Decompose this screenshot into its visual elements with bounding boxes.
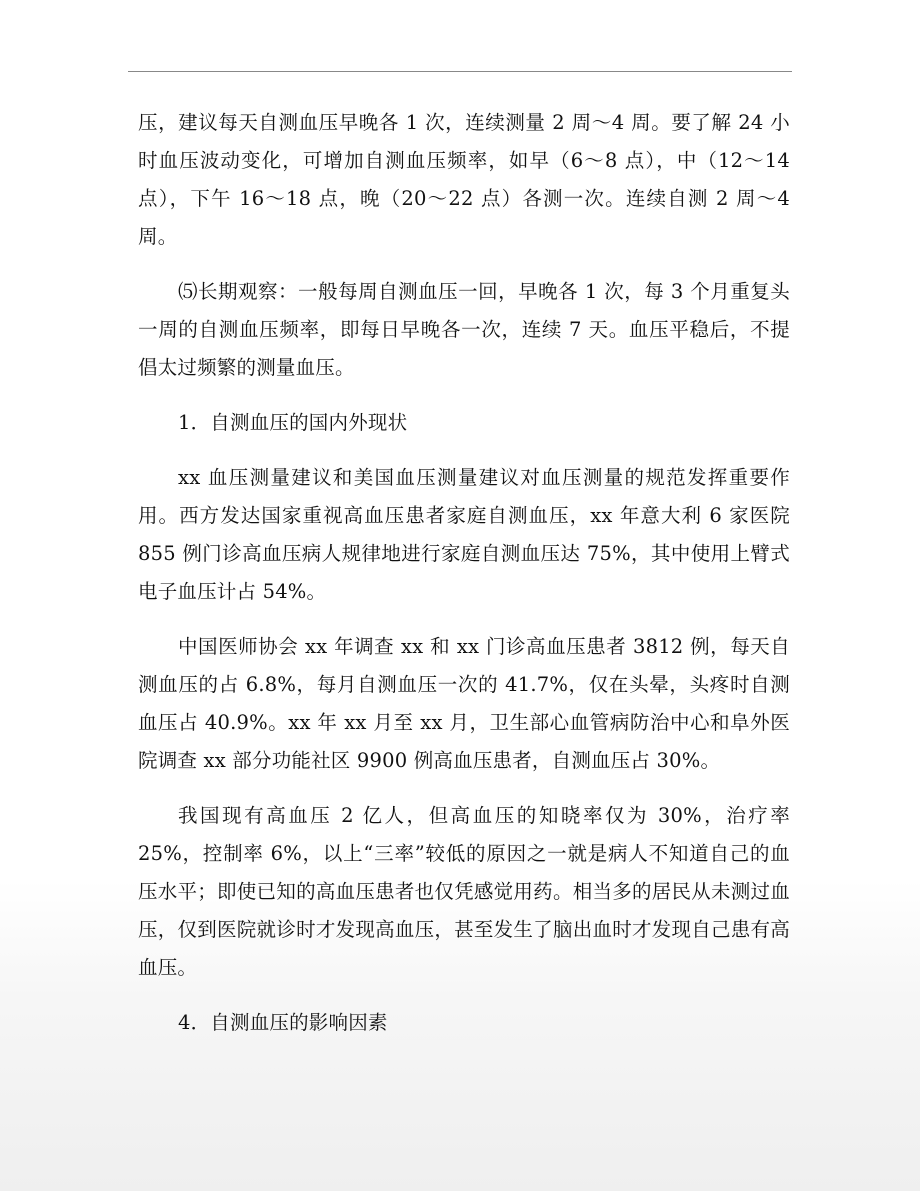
paragraph-china-survey: 中国医师协会 xx 年调查 xx 和 xx 门诊高血压患者 3812 例，每天自测血压的占 6.8%，每月自测血压一次的 41.7%，仅在头晕，头疼时自测血压占 40.9%。xx 年 xx 月至 xx 月，卫生部心血管病防治中心和阜外医院调查 xx 部分功能社区 9900 例高血压患者，自测血压占 30%。 [138,635,790,772]
paragraph-continuation: 压，建议每天自测血压早晚各 1 次，连续测量 2 周～4 周。要了解 24 小时血压波动变化，可增加自测血压频率，如早（6～8 点），中（12～14 点），下午 16～18 点，晚（20～22 点）各测一次。连续自测 2 周～4 周。 [138,111,790,248]
paragraph-international-status: xx 血压测量建议和美国血压测量建议对血压测量的规范发挥重要作用。西方发达国家重视高血压患者家庭自测血压，xx 年意大利 6 家医院 855 例门诊高血压病人规律地进行家庭自测血压达 75%，其中使用上臂式电子血压计占 54%。 [138,466,790,603]
paragraph-long-term-observation: ⑸长期观察：一般每周自测血压一回，早晚各 1 次，每 3 个月重复头一周的自测血压频率，即每日早晚各一次，连续 7 天。血压平稳后，不提倡太过频繁的测量血压。 [138,280,790,379]
section-heading-status: 1．自测血压的国内外现状 [178,411,408,434]
document-body [138,104,790,1059]
header-rule [128,71,792,72]
section-heading-factors: 4．自测血压的影响因素 [178,1011,388,1034]
paragraph-awareness-rates: 我国现有高血压 2 亿人，但高血压的知晓率仅为 30%，治疗率 25%，控制率 6%，以上“三率”较低的原因之一就是病人不知道自己的血压水平；即使已知的高血压患者也仅凭感觉用药。相当多的居民从未测过血压，仅到医院就诊时才发现高血压，甚至发生了脑出血时才发现自己患有高血压。 [138,804,790,979]
